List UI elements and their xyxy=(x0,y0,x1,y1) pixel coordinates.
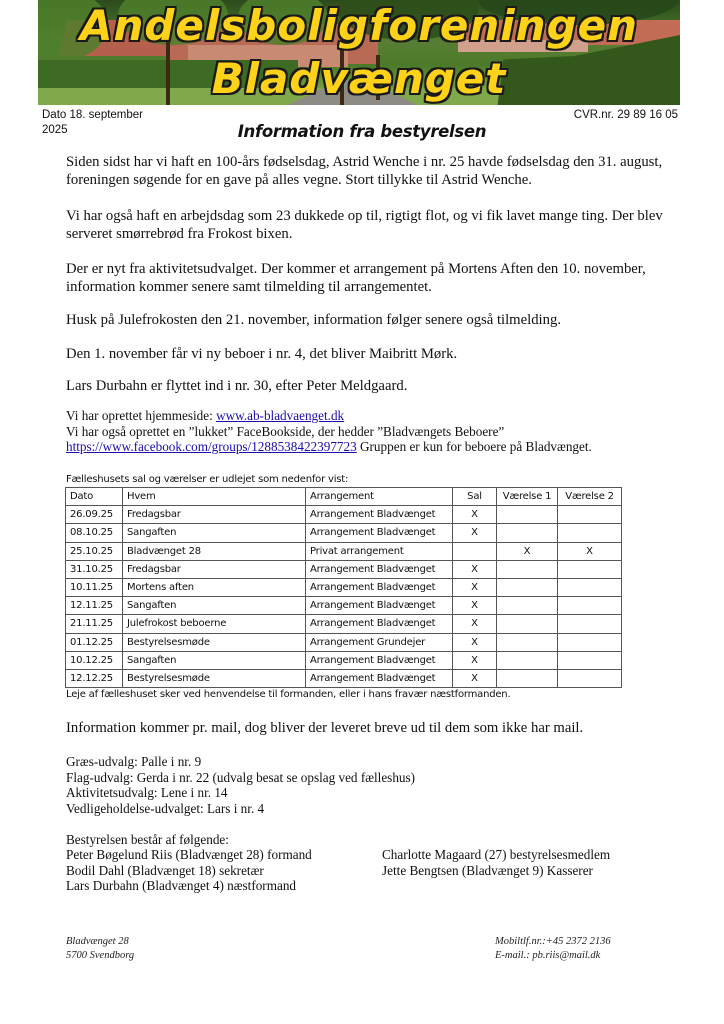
cell-vaerelse-1: X xyxy=(497,542,558,560)
cell-sal: X xyxy=(453,597,497,615)
cell-dato: 21.11.25 xyxy=(66,615,123,633)
cell-dato: 31.10.25 xyxy=(66,560,123,578)
footer-contact xyxy=(495,935,611,962)
cell-dato: 01.12.25 xyxy=(66,633,123,651)
board-member: Bodil Dahl (Bladvænget 18) sekretær xyxy=(66,862,264,878)
cell-arrangement: Privat arrangement xyxy=(306,542,453,560)
cell-vaerelse-1 xyxy=(497,597,558,615)
date-line: Dato 18. september xyxy=(42,109,144,121)
paragraph-mail-info: Information kommer pr. mail, dog bliver der leveret breve ud til dem som ikke har mail. xyxy=(66,720,584,736)
booking-table xyxy=(65,487,622,688)
cell-sal: X xyxy=(453,524,497,542)
cell-vaerelse-2 xyxy=(558,615,622,633)
cell-hvem: Sangaften xyxy=(123,524,306,542)
cell-dato: 26.09.25 xyxy=(66,506,123,524)
table-row xyxy=(66,524,622,542)
cell-sal: X xyxy=(453,506,497,524)
column-header-vaerelse-1: Værelse 1 xyxy=(497,488,558,506)
table-row xyxy=(66,578,622,596)
banner-title-line1: Andelsboligforeningen xyxy=(79,1,639,50)
cell-arrangement: Arrangement Bladvænget xyxy=(306,597,453,615)
facebook-intro: Vi har også oprettet en ”lukket” FaceBookside, der hedder ”Bladvængets Beboere” xyxy=(66,423,505,439)
cell-vaerelse-1 xyxy=(497,615,558,633)
cell-vaerelse-2 xyxy=(558,669,622,687)
table-row xyxy=(66,542,622,560)
cell-hvem: Mortens aften xyxy=(123,578,306,596)
cell-vaerelse-1 xyxy=(497,651,558,669)
cell-sal xyxy=(453,542,497,560)
table-row xyxy=(66,597,622,615)
cell-vaerelse-1 xyxy=(497,669,558,687)
committee-item: Vedligeholdelse-udvalget: Lars i nr. 4 xyxy=(66,800,265,816)
links-section xyxy=(66,408,686,455)
cell-vaerelse-2 xyxy=(558,633,622,651)
committee-item: Aktivitetsudvalg: Lene i nr. 14 xyxy=(66,785,228,800)
cell-arrangement: Arrangement Bladvænget xyxy=(306,506,453,524)
cell-hvem: Sangaften xyxy=(123,597,306,615)
board-list-right xyxy=(382,847,610,878)
footer-email: E-mail.: pb.riis@mail.dk xyxy=(495,949,601,961)
table-header-row xyxy=(66,488,622,506)
committee-item: Græs-udvalg: Palle i nr. 9 xyxy=(66,754,202,769)
header-banner xyxy=(38,0,680,105)
table-row xyxy=(66,506,622,524)
cell-dato: 25.10.25 xyxy=(66,542,123,560)
column-header-hvem: Hvem xyxy=(123,488,306,506)
board-heading: Bestyrelsen består af følgende: xyxy=(66,832,229,847)
cell-hvem: Fredagsbar xyxy=(123,560,306,578)
board-member: Lars Durbahn (Bladvænget 4) næstformand xyxy=(66,878,297,893)
cell-vaerelse-2: X xyxy=(558,542,622,560)
cell-sal: X xyxy=(453,615,497,633)
cell-vaerelse-1 xyxy=(497,524,558,542)
cell-vaerelse-2 xyxy=(558,578,622,596)
committees-list xyxy=(66,754,415,816)
page-title: Information fra bestyrelsen xyxy=(237,122,487,141)
website-line xyxy=(66,408,686,424)
table-row xyxy=(66,669,622,687)
cell-sal: X xyxy=(453,633,497,651)
table-row xyxy=(66,651,622,669)
cell-vaerelse-1 xyxy=(497,506,558,524)
footer-street: Bladvænget 28 xyxy=(66,936,129,947)
column-header-sal: Sal xyxy=(453,488,497,506)
cell-arrangement: Arrangement Bladvænget xyxy=(306,669,453,687)
board-member: Charlotte Magaard (27) bestyrelsesmedlem xyxy=(382,847,611,862)
footer-phone: Mobiltlf.nr.:+45 2372 2136 xyxy=(495,936,611,947)
cell-arrangement: Arrangement Bladvænget xyxy=(306,578,453,596)
facebook-line xyxy=(66,439,686,455)
cell-arrangement: Arrangement Bladvænget xyxy=(306,560,453,578)
facebook-suffix: Gruppen er kun for beboere på Bladvænget. xyxy=(356,439,592,454)
booking-note: Leje af fælleshuset sker ved henvendelse til formanden, eller i hans fravær næstformanden. xyxy=(66,689,511,700)
paragraph-moved-in: Lars Durbahn er flyttet ind i nr. 30, efter Peter Meldgaard. xyxy=(66,378,408,394)
cell-dato: 10.11.25 xyxy=(66,578,123,596)
footer-city: 5700 Svendborg xyxy=(66,949,135,961)
cell-hvem: Julefrokost beboerne xyxy=(123,615,306,633)
cvr-number: CVR.nr. 29 89 16 05 xyxy=(573,109,678,121)
paragraph-workday: Vi har også haft en arbejdsdag som 23 dukkede op til, rigtigt flot, og vi fik lavet mange ting. Der blev serveret smørrebrød fra Frokost bixen. xyxy=(66,208,663,242)
column-header-arrangement: Arrangement xyxy=(306,488,453,506)
paragraph-new-resident: Den 1. november får vi ny beboer i nr. 4, det bliver Maibritt Mørk. xyxy=(66,346,458,362)
paragraph-activity: Der er nyt fra aktivitetsudvalget. Der kommer et arrangement på Mortens Aften den 10. november, information kommer senere samt tilmelding til arrangementet. xyxy=(66,261,646,295)
cell-dato: 10.12.25 xyxy=(66,651,123,669)
cell-hvem: Bestyrelsesmøde xyxy=(123,669,306,687)
cell-sal: X xyxy=(453,560,497,578)
table-row xyxy=(66,615,622,633)
table-row xyxy=(66,560,622,578)
board-list-left xyxy=(66,847,312,894)
cell-vaerelse-2 xyxy=(558,597,622,615)
column-header-vaerelse-2: Værelse 2 xyxy=(558,488,622,506)
cell-dato: 12.12.25 xyxy=(66,669,123,687)
cell-sal: X xyxy=(453,578,497,596)
footer-address xyxy=(66,935,134,962)
date-year: 2025 xyxy=(42,124,68,136)
cell-hvem: Bladvænget 28 xyxy=(123,542,306,560)
website-link[interactable]: www.ab-bladvaenget.dk xyxy=(216,408,345,423)
cell-arrangement: Arrangement Bladvænget xyxy=(306,615,453,633)
cell-dato: 12.11.25 xyxy=(66,597,123,615)
cell-vaerelse-2 xyxy=(558,524,622,542)
booking-table-caption: Fælleshusets sal og værelser er udlejet som nedenfor vist: xyxy=(66,474,349,485)
committee-item: Flag-udvalg: Gerda i nr. 22 (udvalg besat se opslag ved fælleshus) xyxy=(66,769,416,785)
cell-vaerelse-1 xyxy=(497,578,558,596)
cell-vaerelse-1 xyxy=(497,633,558,651)
column-header-dato: Dato xyxy=(66,488,123,506)
banner-title-line2: Bladvænget xyxy=(211,54,507,103)
board-member: Jette Bengtsen (Bladvænget 9) Kasserer xyxy=(382,862,593,878)
cell-vaerelse-2 xyxy=(558,560,622,578)
cell-vaerelse-2 xyxy=(558,651,622,669)
cell-arrangement: Arrangement Bladvænget xyxy=(306,651,453,669)
cell-hvem: Sangaften xyxy=(123,651,306,669)
cell-vaerelse-2 xyxy=(558,506,622,524)
website-prefix: Vi har oprettet hjemmeside: xyxy=(66,408,217,423)
cell-sal: X xyxy=(453,669,497,687)
cell-hvem: Fredagsbar xyxy=(123,506,306,524)
facebook-link[interactable]: https://www.facebook.com/groups/1288538422397723 xyxy=(66,439,357,454)
cell-hvem: Bestyrelsesmøde xyxy=(123,633,306,651)
cell-vaerelse-1 xyxy=(497,560,558,578)
board-member: Peter Bøgelund Riis (Bladvænget 28) formand xyxy=(66,847,312,862)
cell-sal: X xyxy=(453,651,497,669)
cell-arrangement: Arrangement Grundejer xyxy=(306,633,453,651)
paragraph-christmas-lunch: Husk på Julefrokosten den 21. november, information følger senere også tilmelding. xyxy=(66,312,561,328)
cell-dato: 08.10.25 xyxy=(66,524,123,542)
cell-arrangement: Arrangement Bladvænget xyxy=(306,524,453,542)
paragraph-birthday: Siden sidst har vi haft en 100-års fødselsdag, Astrid Wenche i nr. 25 havde fødselsdag den 31. august, foreningen søgende for en gave på alles vegne. Stort tillykke til Astrid Wenche. xyxy=(66,154,663,188)
table-row xyxy=(66,633,622,651)
